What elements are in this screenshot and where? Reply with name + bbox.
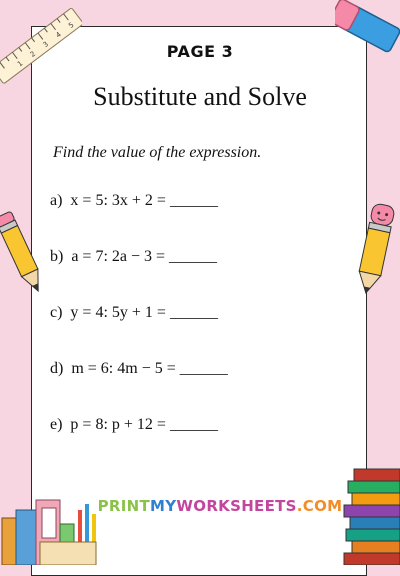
brand-part-my: MY: [150, 497, 177, 515]
ruler-number: 5: [67, 20, 76, 30]
brand-part-print: PRINT: [97, 497, 151, 515]
ruler-number: 1: [16, 59, 25, 69]
pencil-character-icon: [350, 200, 400, 300]
problem-c: c) y = 4: 5y + 1 = ______: [50, 304, 218, 321]
problem-d: d) m = 6: 4m − 5 = ______: [50, 360, 228, 377]
page-number-label: PAGE 3: [166, 42, 234, 61]
pencil-icon: [0, 205, 40, 300]
problem-a: a) x = 5: 3x + 2 = ______: [50, 192, 218, 209]
brand-part-com: .COM: [296, 497, 343, 515]
worksheet-title: Substitute and Solve: [93, 82, 307, 111]
ruler-number: 2: [28, 49, 38, 59]
brand-logo: [0, 497, 400, 515]
book-stack-icon: [340, 465, 400, 565]
problem-e: e) p = 8: p + 12 = ______: [50, 416, 218, 433]
ruler-number: 3: [41, 40, 50, 50]
problem-b: b) a = 7: 2a − 3 = ______: [50, 248, 218, 265]
ruler-number: 4: [54, 30, 63, 40]
brand-part-worksheets: WORKSHEETS: [176, 497, 297, 515]
instruction-text: Find the value of the expression.: [53, 144, 262, 161]
